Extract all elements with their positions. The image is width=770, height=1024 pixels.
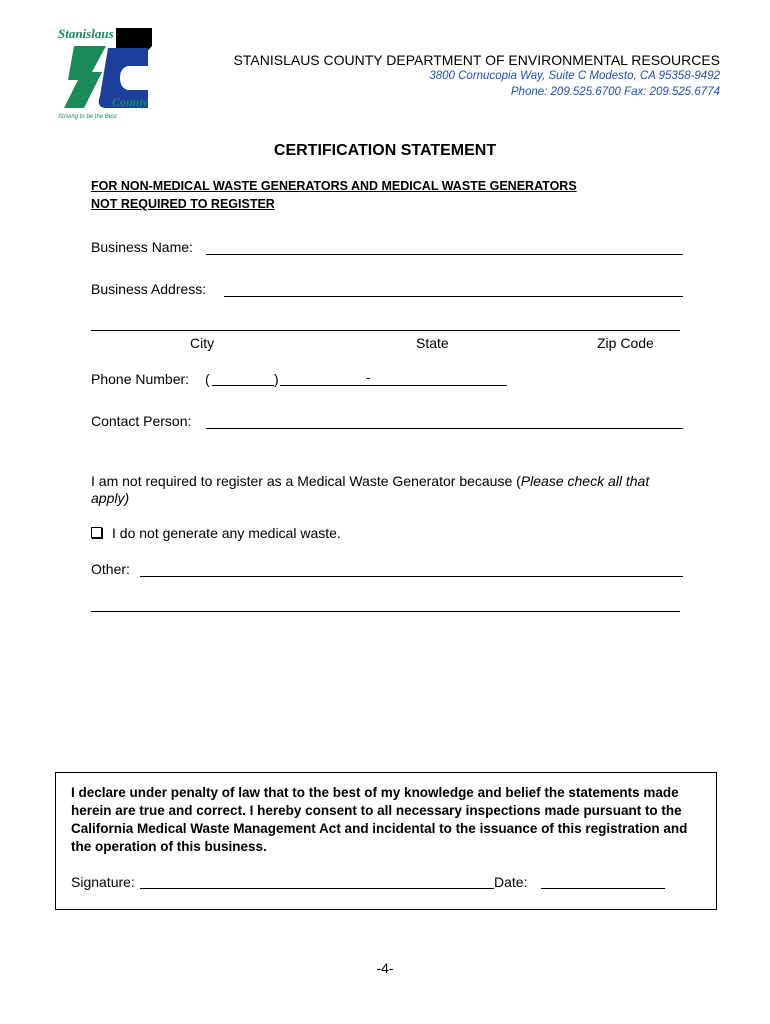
logo-bottom-text: County <box>112 95 149 109</box>
business-name-field[interactable] <box>206 254 683 255</box>
checkbox-icon[interactable] <box>91 527 102 538</box>
signature-field[interactable] <box>140 888 494 889</box>
page-title: CERTIFICATION STATEMENT <box>273 142 497 159</box>
reason-statement <box>91 473 711 507</box>
state-label: State <box>416 335 449 351</box>
reason-text-line2: apply) <box>91 490 130 506</box>
zip-code-label: Zip Code <box>597 335 654 351</box>
business-address-field[interactable] <box>224 296 683 297</box>
no-medical-waste-option[interactable] <box>91 525 341 541</box>
other-label: Other: <box>91 561 130 577</box>
page-number: -4- <box>376 960 394 976</box>
other-field-line-2[interactable] <box>91 611 680 612</box>
phone-open-paren: ( <box>205 371 210 387</box>
subtitle-line-2: NOT REQUIRED TO REGISTER <box>91 197 275 211</box>
department-phone-fax: Phone: 209.525.6700 Fax: 209.525.6774 <box>510 86 720 98</box>
phone-close-paren: ) <box>274 371 279 387</box>
phone-number-label: Phone Number: <box>91 371 190 387</box>
logo-tagline: Striving to be the Best <box>58 114 117 120</box>
no-medical-waste-label: I do not generate any medical waste. <box>112 525 341 541</box>
date-field[interactable] <box>541 888 665 889</box>
stanislaus-county-logo <box>56 26 156 120</box>
reason-text-italic: Please check all that <box>520 473 650 489</box>
phone-dash: - <box>366 369 371 385</box>
logo-top-text: Stanislaus <box>58 26 114 41</box>
department-address: 3800 Cornucopia Way, Suite C Modesto, CA 95358-9492 <box>429 70 720 82</box>
other-field[interactable] <box>140 576 683 577</box>
signature-label: Signature: <box>71 874 135 890</box>
business-address-label: Business Address: <box>91 281 207 297</box>
date-label: Date: <box>494 874 528 890</box>
business-name-label: Business Name: <box>91 239 193 255</box>
phone-number-field[interactable] <box>280 385 507 386</box>
contact-person-label: Contact Person: <box>91 413 192 429</box>
contact-person-field[interactable] <box>206 428 683 429</box>
department-name: STANISLAUS COUNTY DEPARTMENT OF ENVIRONMENTAL RESOURCES <box>233 52 720 68</box>
reason-text-start: I am not required to register as a Medical Waste Generator because ( <box>91 473 521 489</box>
subtitle-line-1: FOR NON-MEDICAL WASTE GENERATORS AND MEDICAL WASTE GENERATORS <box>91 179 577 193</box>
phone-area-code-field[interactable] <box>212 385 274 386</box>
declaration-text: I declare under penalty of law that to the best of my knowledge and belief the statements made herein are true and correct. I hereby consent to all necessary inspections made pursuant to the California Medical Waste Management Act and incidental to the issuance of this registration and the operation of this business. <box>71 785 688 854</box>
city-state-zip-field[interactable] <box>91 330 680 331</box>
city-label: City <box>190 335 215 351</box>
